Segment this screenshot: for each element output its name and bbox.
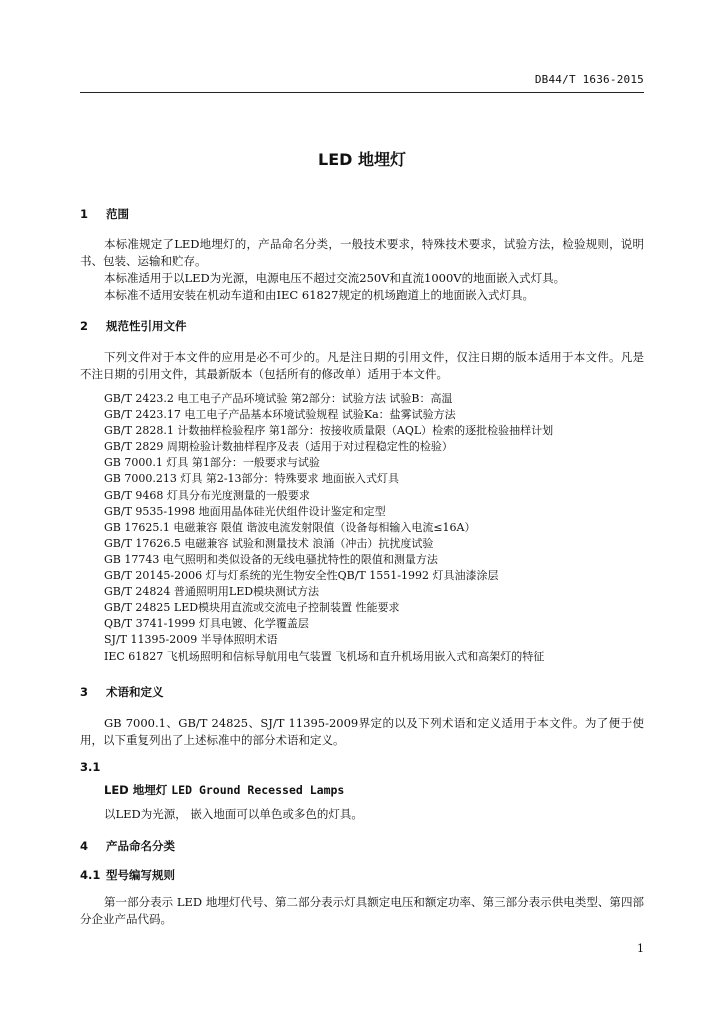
section-2-intro: 下列文件对于本文件的应用是必不可少的。凡是注日期的引用文件，仅注日期的版本适用于本文件。凡是不注日期的引用文件，其最新版本（包括所有的修改单）适用于本文件。 <box>80 350 644 381</box>
section-number: 2 <box>80 319 89 333</box>
paragraph: 本标准规定了LED地埋灯的，产品命名分类，一般技术要求，特殊技术要求，试验方法，检验规则，说明书、包装、运输和贮存。 <box>80 237 644 268</box>
section-3-intro: GB 7000.1、GB/T 24825、SJ/T 11395-2009界定的以及下列术语和定义适用于本文件。为了便于使用，以下重复列出了上述标准中的部分术语和定义。 <box>80 716 644 747</box>
paragraph: 本标准适用于以LED为光源，电源电压不超过交流250V和直流1000V的地面嵌入式灯具。 <box>104 271 566 285</box>
subsection-title: 型号编写规则 <box>106 868 175 882</box>
section-4-heading <box>80 838 644 854</box>
section-2-heading <box>80 318 644 334</box>
reference-item: QB/T 3741-1999 灯具电镀、化学覆盖层 <box>104 617 309 631</box>
term-english: LED Ground Recessed Lamps <box>171 783 345 797</box>
subsection-3-1-number: 3.1 <box>80 760 101 774</box>
term-chinese: LED 地埋灯 <box>104 783 168 797</box>
reference-item: GB/T 2423.2 电工电子产品环境试验 第2部分：试验方法 试验B：高温 <box>104 392 453 405</box>
subsection-4-1-heading <box>80 867 644 883</box>
section-title: 范围 <box>106 207 129 221</box>
standard-code: DB44/T 1636-2015 <box>534 73 644 86</box>
reference-item: GB/T 17626.5 电磁兼容 试验和测量技术 浪涌（冲击）抗扰度试验 <box>104 536 434 550</box>
section-title: 术语和定义 <box>106 685 164 699</box>
reference-item: SJ/T 11395-2009 半导体照明术语 <box>104 633 278 647</box>
reference-item: GB 7000.1 灯具 第1部分：一般要求与试验 <box>104 456 320 470</box>
section-title: 规范性引用文件 <box>106 319 187 333</box>
reference-item: GB/T 9468 灯具分布光度测量的一般要求 <box>104 488 310 502</box>
section-number: 1 <box>80 207 89 221</box>
paragraph: 本标准不适用安装在机动车道和由IEC 61827规定的机场跑道上的地面嵌入式灯具。 <box>104 288 534 302</box>
section-3-heading <box>80 684 644 700</box>
section-1-body <box>80 236 644 304</box>
reference-item: GB/T 9535-1998 地面用晶体硅光伏组件设计鉴定和定型 <box>104 504 386 518</box>
document-title: LED 地埋灯 <box>318 150 406 169</box>
reference-item: GB/T 24825 LED模块用直流或交流电子控制装置 性能要求 <box>104 601 400 615</box>
subsection-4-1-body: 第一部分表示 LED 地埋灯代号、第二部分表示灯具额定电压和额定功率、第三部分表示供电类型、第四部分企业产品代码。 <box>80 895 644 926</box>
term-definition: 以LED为光源， 嵌入地面可以单色或多色的灯具。 <box>104 807 363 821</box>
reference-item: GB 7000.213 灯具 第2-13部分：特殊要求 地面嵌入式灯具 <box>104 472 400 486</box>
section-number: 3 <box>80 685 89 699</box>
reference-item: GB/T 2423.17 电工电子产品基本环境试验规程 试验Ka：盐雾试验方法 <box>104 408 456 422</box>
section-1-heading <box>80 206 644 222</box>
header-divider <box>80 92 644 93</box>
section-number: 4 <box>80 839 89 853</box>
reference-item: GB/T 20145-2006 灯与灯系统的光生物安全性QB/T 1551-1992 灯具油漆涂层 <box>104 569 499 583</box>
reference-item: GB 17625.1 电磁兼容 限值 谐波电流发射限值（设备每相输入电流≤16A） <box>104 520 476 534</box>
subsection-number: 4.1 <box>80 868 101 882</box>
reference-item: GB/T 2829 周期检验计数抽样程序及表（适用于对过程稳定性的检验） <box>104 440 453 454</box>
reference-item: GB 17743 电气照明和类似设备的无线电骚扰特性的限值和测量方法 <box>104 552 438 566</box>
reference-item: GB/T 2828.1 计数抽样检验程序 第1部分：按接收质量限（AQL）检索的逐批检验抽样计划 <box>104 424 554 438</box>
page-number: 1 <box>637 942 644 955</box>
reference-item: IEC 61827 飞机场照明和信标导航用电气装置 飞机场和直升机场用嵌入式和高架灯的特征 <box>104 649 545 663</box>
normative-reference-list <box>80 391 668 665</box>
term-entry <box>80 782 668 798</box>
reference-item: GB/T 24824 普通照明用LED模块测试方法 <box>104 585 320 599</box>
section-title: 产品命名分类 <box>106 839 175 853</box>
